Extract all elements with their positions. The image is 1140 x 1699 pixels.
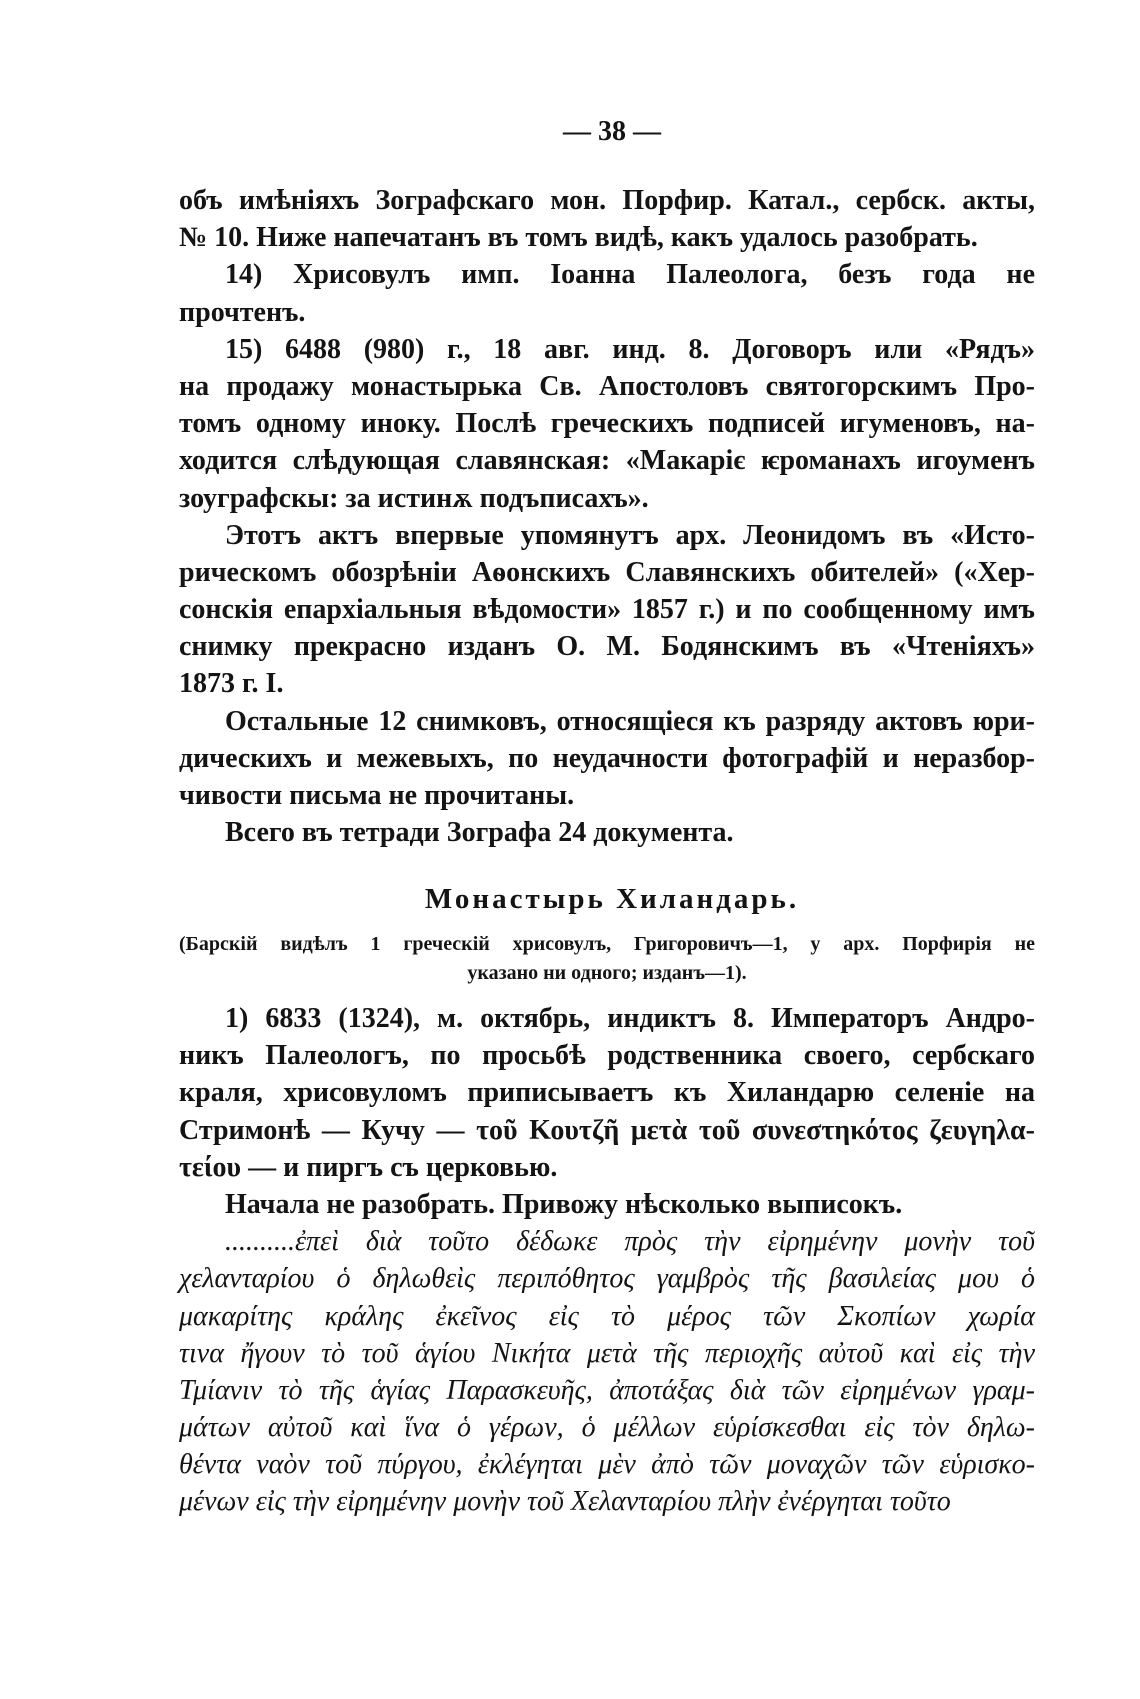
paragraph [179,182,1035,256]
section-heading: Монастырь Хиландарь. [424,883,800,915]
text-line: рическомъ обозрѣніи Аѳонскихъ Славянскихъ обителей» («Хер- [179,556,1035,588]
paragraph [179,703,1035,815]
paragraph [179,1000,1035,1186]
paragraph [179,1186,1035,1223]
text-line: Стримонѣ — Кучу — τοῦ Κουτζῆ μετὰ τοῦ συνεστηκότος ζευγηλα- [179,1114,1035,1146]
paragraph [179,256,1035,330]
text-line: Τμίανιν τὸ τῆς ἁγίας Παρασκευῆς, ἀποτάξας διὰ τῶν εἰρημένων γραμ- [179,1374,1035,1406]
text-line: 1) 6833 (1324), м. октябрь, индиктъ 8. Императоръ Андро- [225,1003,1035,1034]
text-line: θέντα ναὸν τοῦ πύργου, ἐκλέγηται μὲν ἀπὸ τῶν μοναχῶν τῶν εὑρισκο- [179,1449,1035,1481]
text-line: прочтенъ. [179,296,306,328]
text-line: τείου — и пиргъ съ церковью. [179,1151,558,1183]
text-line: μάτων αὐτοῦ καὶ ἵνα ὁ γέρων, ὁ μέλλων εὑρίσκεσθαι εἰς τὸν δηλω- [179,1412,1035,1444]
text-line: зоуграфскы: за истинѫ подъписахъ». [179,482,649,514]
text-line: ..........ἐπεὶ διὰ τοῦτο δέδωκε πρὸς τὴν εἰρημένην μονὴν τοῦ [225,1226,1035,1258]
paragraph [179,331,1035,517]
text-line: никъ Палеологъ, по просьбѣ родственника своего, сербскаго [179,1040,1035,1072]
text-line: ходится слѣдующая славянская: «Макаріє ѥроманахъ игоуменъ [179,445,1035,477]
subheading-line: указано ни одного; изданъ—1). [467,962,747,984]
text-line: объ имѣніяхъ Зографскаго мон. Порфир. Катал., сербск. акты, [179,185,1035,216]
text-line: снимку прекрасно изданъ О. М. Бодянскимъ въ «Чтеніяхъ» [179,631,1035,663]
text-line: сонскія епархіальныя вѣдомости» 1857 г.) и по сообщенному имъ [179,594,1035,626]
text-line: χελανταρίου ὁ δηλωθεὶς περιπόθητος γαμβρὸς τῆς βασιλείας μου ὁ [179,1263,1035,1295]
paragraph [179,517,1035,703]
text-line: μακαρίτης κράλης ἐκεῖνος εἰς τὸ μέρος τῶν Σκοπίων χωρία [179,1300,1035,1332]
text-line: томъ одному иноку. Послѣ греческихъ подписей игуменовъ, на- [179,408,1035,440]
text-line: μένων εἰς τὴν εἰρημένην μονὴν τοῦ Χελανταρίου πλὴν ἐνέργηται τοῦτο [179,1486,951,1518]
text-line: Начала не разобрать. Привожу нѣсколько выписокъ. [225,1188,903,1220]
paragraph [179,814,1035,851]
text-block-zograph [179,182,1035,851]
section-subheading [179,930,1035,988]
text-block-hilandar [179,1000,1035,1521]
paragraph [179,1223,1035,1521]
text-line: 15) 6488 (980) г., 18 авг. инд. 8. Договоръ или «Рядъ» [225,333,1035,365]
text-line: Этотъ актъ впервые упомянутъ арх. Леонидомъ въ «Исто- [225,519,1035,551]
text-line: 14) Хрисовулъ имп. Іоанна Палеолога, безъ года не [225,259,1035,291]
text-line: на продажу монастырька Св. Апостоловъ святогорскимъ Про- [179,370,1035,402]
text-line: дическихъ и межевыхъ, по неудачности фотографій и неразбор- [179,742,1035,774]
text-line: краля, хрисовуломъ приписываетъ къ Хиландарю селеніе на [179,1077,1035,1109]
text-line: Всего въ тетради Зографа 24 документа. [225,817,734,849]
text-line: 1873 г. I. [179,668,284,700]
text-line: № 10. Ниже напечатанъ въ томъ видѣ, какъ удалось разобрать. [179,222,978,254]
text-line: чивости письма не прочитаны. [179,780,575,811]
page-number: — 38 — [563,116,661,147]
text-line: Остальные 12 снимковъ, относящіеся къ разряду актовъ юри- [225,705,1035,737]
subheading-line: (Барскій видѣлъ 1 греческій хрисовулъ, Григоровичъ—1, у арх. Порфирія не [179,933,1035,955]
text-line: τινα ἤγουν τὸ τοῦ ἁγίου Νικήτα μετὰ τῆς περιοχῆς αὐτοῦ καὶ εἰς τὴν [179,1337,1035,1369]
